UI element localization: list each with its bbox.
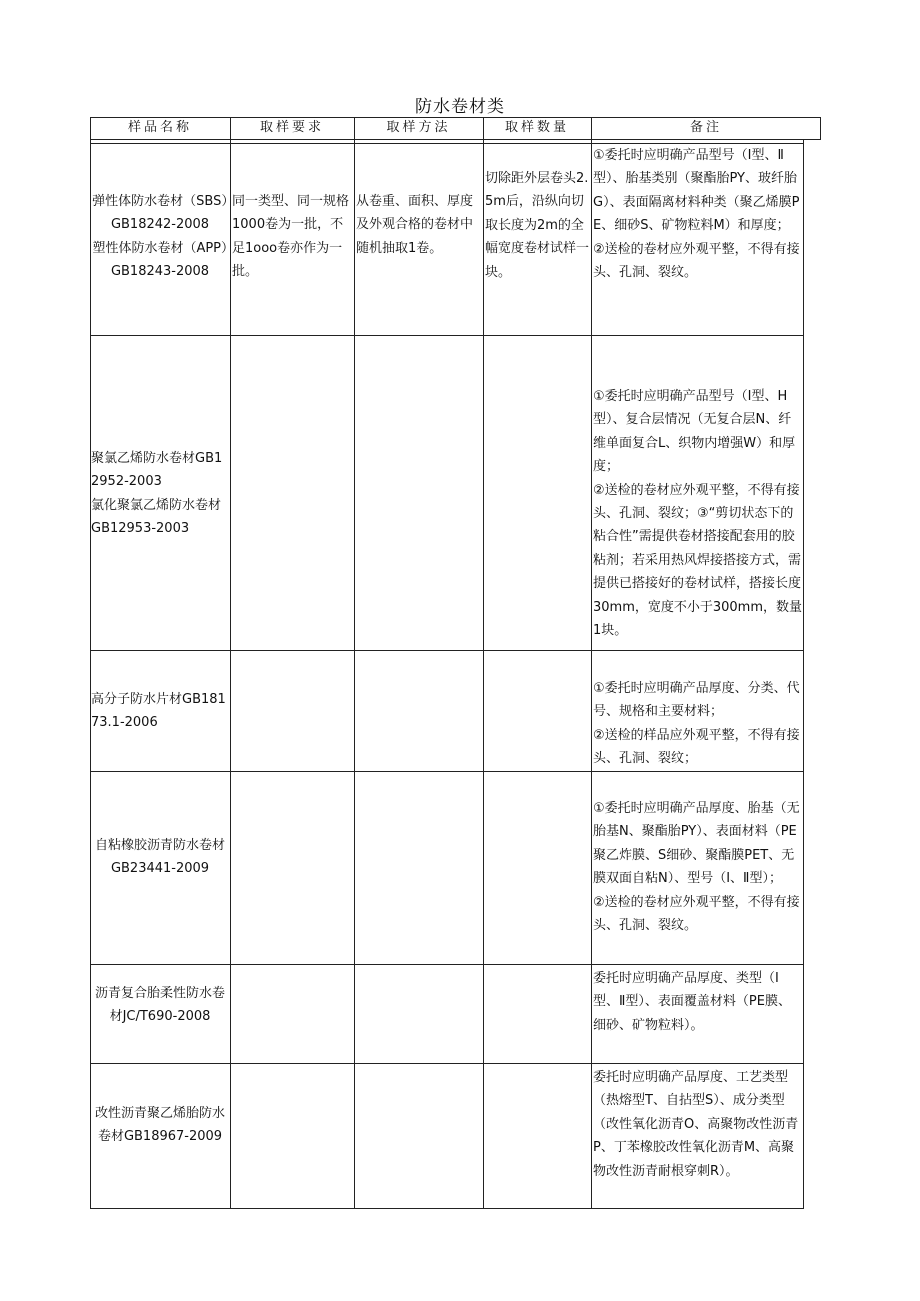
table-border-bottom xyxy=(90,1208,804,1209)
table-row-3-name xyxy=(91,688,229,735)
table-row-3-remarks xyxy=(593,677,803,771)
table-border-left xyxy=(90,117,91,1209)
remark-line: ②送检的样品应外观平整，不得有接头、孔洞、裂纹； xyxy=(593,727,800,767)
row-divider xyxy=(90,143,804,144)
remark-line: ②送检的卷材应外观平整，不得有接头、孔洞、裂纹。 xyxy=(593,894,800,934)
remark-line: 委托时应明确产品厚度、工艺类型（热熔型T、自拈型S）、成分类型（改性氧化沥青O、高聚物改性沥青P、丁苯橡胶改性氧化沥青M、高聚物改性沥青耐根穿刺R）。 xyxy=(593,1070,799,1179)
table-row-6-name xyxy=(91,1102,229,1149)
remark-line: ①委托时应明确产品厚度、胎基（无胎基N、聚酯胎PY）、表面材料（PE聚乙炸膜、S细砂、聚酯膜PET、无膜双面自粘N）、型号（Ⅰ、Ⅱ型）； xyxy=(593,801,800,887)
header-border-right xyxy=(820,117,821,140)
table-border-right xyxy=(803,139,804,1209)
row-divider xyxy=(90,335,804,336)
row-divider xyxy=(90,1063,804,1064)
column-divider xyxy=(483,117,484,1209)
table-row-6-remarks xyxy=(593,1066,803,1183)
table-row-5-name xyxy=(91,982,229,1029)
table-row-1-remarks xyxy=(593,144,803,284)
sample-name-line: 改性沥青聚乙烯胎防水卷材GB18967-2009 xyxy=(94,1106,225,1145)
column-divider xyxy=(230,117,231,1209)
remark-line: ①委托时应明确产品型号（Ⅰ型、H型）、复合层情况（无复合层N、纤维单面复合L、织物内增强W）和厚度； xyxy=(593,389,796,475)
header-sampling-method: 取样方法 xyxy=(386,120,451,135)
remark-line: 委托时应明确产品厚度、类型（Ⅰ型、Ⅱ型）、表面覆盖材料（PE膜、细砂、矿物粒料）。 xyxy=(593,971,791,1033)
remark-line: ①委托时应明确产品厚度、分类、代号、规格和主要材料； xyxy=(593,681,800,720)
header-sampling-requirement: 取样要求 xyxy=(259,120,324,135)
sample-name-line: GB23441-2009 xyxy=(110,861,210,877)
header-remarks: 备注 xyxy=(689,120,722,135)
remark-line: ②送检的卷材应外观平整，不得有接头、孔洞、裂纹。 xyxy=(593,241,800,281)
header-sample-name: 样品名称 xyxy=(127,120,192,135)
sample-name-line: 弹性体防水卷材（SBS）GB18242-2008 xyxy=(92,194,228,233)
header-divider xyxy=(90,139,821,140)
table-row-4-name xyxy=(91,834,229,881)
header-sampling-quantity: 取样数量 xyxy=(504,120,569,135)
table-border-top xyxy=(90,117,821,118)
table-row-1-quantity: 切除距外层卷头2.5m后，沿纵向切取长度为2m的全幅宽度卷材试样一块。 xyxy=(485,171,590,280)
sample-name-line: 氯化聚氯乙烯防水卷材GB12953-2003 xyxy=(91,497,222,537)
table-row-2-remarks xyxy=(593,385,803,642)
sample-name-line: 自粘橡胶沥青防水卷材 xyxy=(94,838,225,853)
table-row-1-requirement: 同一类型、同一规格1000卷为一批，不足1ooo卷亦作为一批。 xyxy=(232,194,350,280)
page-title: 防水卷材类 xyxy=(415,97,505,117)
remark-line: ①委托时应明确产品型号（Ⅰ型、Ⅱ型）、胎基类别（聚酯胎PY、玻纤胎G）、表面隔离材料种类（聚乙烯膜PE、细砂S、矿物粒料M）和厚度； xyxy=(593,148,800,234)
remark-line: ②送检的卷材应外观平整，不得有接头、孔洞、裂纹；③“剪切状态下的粘合性”需提供卷材搭接配套用的胶粘剂；若采用热风焊接搭接方式，需提供已搭接好的卷材试样，搭接长度30mm，宽度不小于300mm，数量1块。 xyxy=(593,482,803,639)
column-divider xyxy=(354,117,355,1209)
table-row-4-remarks xyxy=(593,797,803,937)
table-row-1-name xyxy=(91,190,229,284)
table-row-2-name xyxy=(91,447,229,541)
table-row-5-remarks xyxy=(593,967,803,1037)
table-row-1-method: 从卷重、面积、厚度及外观合格的卷材中随机抽取1卷。 xyxy=(356,194,474,256)
column-divider xyxy=(591,117,592,1209)
sample-name-line: 聚氯乙烯防水卷材GB12952-2003 xyxy=(91,451,223,490)
sample-name-line: 沥青复合胎柔性防水卷材JC/T690-2008 xyxy=(94,986,225,1025)
row-divider xyxy=(90,650,804,651)
row-divider xyxy=(90,964,804,965)
row-divider xyxy=(90,771,804,772)
sample-name-line: 高分子防水片材GB18173.1-2006 xyxy=(91,692,226,731)
sample-name-line: 塑性体防水卷材（APP）GB18243-2008 xyxy=(92,240,228,280)
